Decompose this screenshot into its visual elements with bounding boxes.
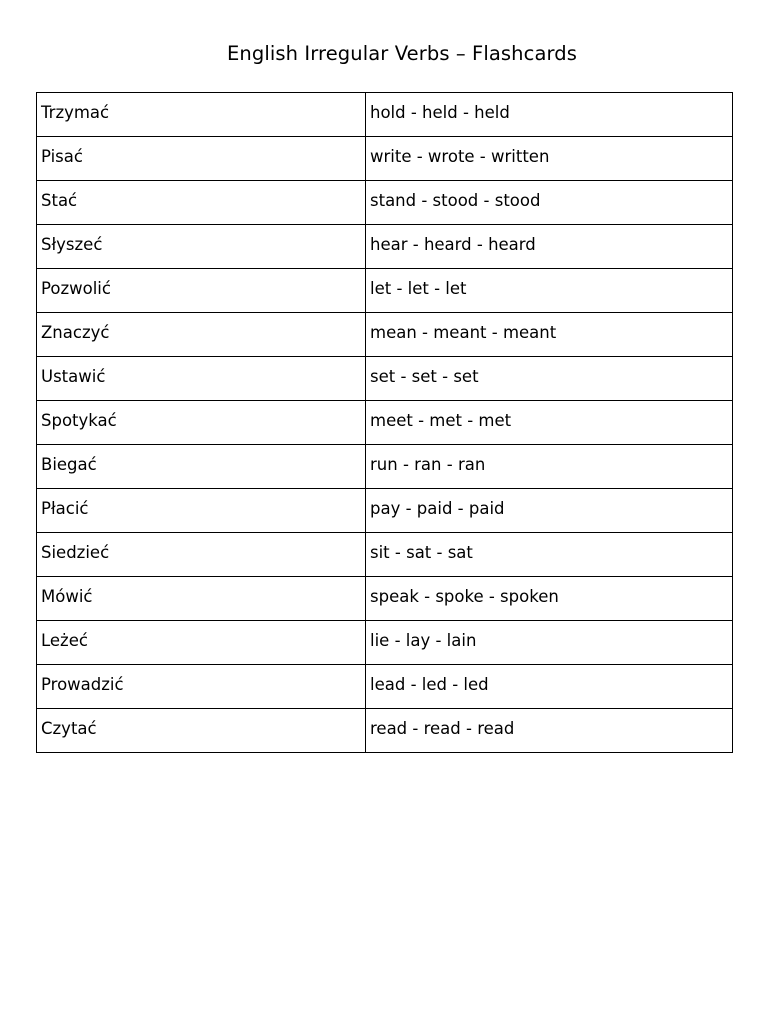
english-forms-cell: read - read - read [366, 709, 733, 753]
english-forms-cell: meet - met - met [366, 401, 733, 445]
english-forms-cell: stand - stood - stood [366, 181, 733, 225]
table-row [37, 621, 733, 665]
table-row [37, 665, 733, 709]
polish-verb-cell: Biegać [37, 445, 366, 489]
table-row [37, 533, 733, 577]
polish-verb-cell: Trzymać [37, 93, 366, 137]
english-forms-cell: sit - sat - sat [366, 533, 733, 577]
table-row [37, 269, 733, 313]
table-row [37, 137, 733, 181]
english-forms-cell: lead - led - led [366, 665, 733, 709]
polish-verb-cell: Słyszeć [37, 225, 366, 269]
english-forms-cell: write - wrote - written [366, 137, 733, 181]
polish-verb-cell: Leżeć [37, 621, 366, 665]
table-row [37, 357, 733, 401]
polish-verb-cell: Pisać [37, 137, 366, 181]
english-forms-cell: pay - paid - paid [366, 489, 733, 533]
table-row [37, 225, 733, 269]
polish-verb-cell: Płacić [37, 489, 366, 533]
polish-verb-cell: Ustawić [37, 357, 366, 401]
polish-verb-cell: Stać [37, 181, 366, 225]
table-row [37, 93, 733, 137]
english-forms-cell: lie - lay - lain [366, 621, 733, 665]
page-title: English Irregular Verbs – Flashcards [226, 42, 578, 65]
table-row [37, 489, 733, 533]
table-row [37, 313, 733, 357]
polish-verb-cell: Mówić [37, 577, 366, 621]
flashcards-table [36, 92, 733, 753]
table-row [37, 181, 733, 225]
table-row [37, 445, 733, 489]
polish-verb-cell: Spotykać [37, 401, 366, 445]
polish-verb-cell: Czytać [37, 709, 366, 753]
polish-verb-cell: Prowadzić [37, 665, 366, 709]
english-forms-cell: let - let - let [366, 269, 733, 313]
english-forms-cell: speak - spoke - spoken [366, 577, 733, 621]
polish-verb-cell: Znaczyć [37, 313, 366, 357]
english-forms-cell: hear - heard - heard [366, 225, 733, 269]
table-row [37, 709, 733, 753]
table-row [37, 577, 733, 621]
polish-verb-cell: Pozwolić [37, 269, 366, 313]
table-row [37, 401, 733, 445]
english-forms-cell: mean - meant - meant [366, 313, 733, 357]
english-forms-cell: set - set - set [366, 357, 733, 401]
polish-verb-cell: Siedzieć [37, 533, 366, 577]
english-forms-cell: hold - held - held [366, 93, 733, 137]
english-forms-cell: run - ran - ran [366, 445, 733, 489]
